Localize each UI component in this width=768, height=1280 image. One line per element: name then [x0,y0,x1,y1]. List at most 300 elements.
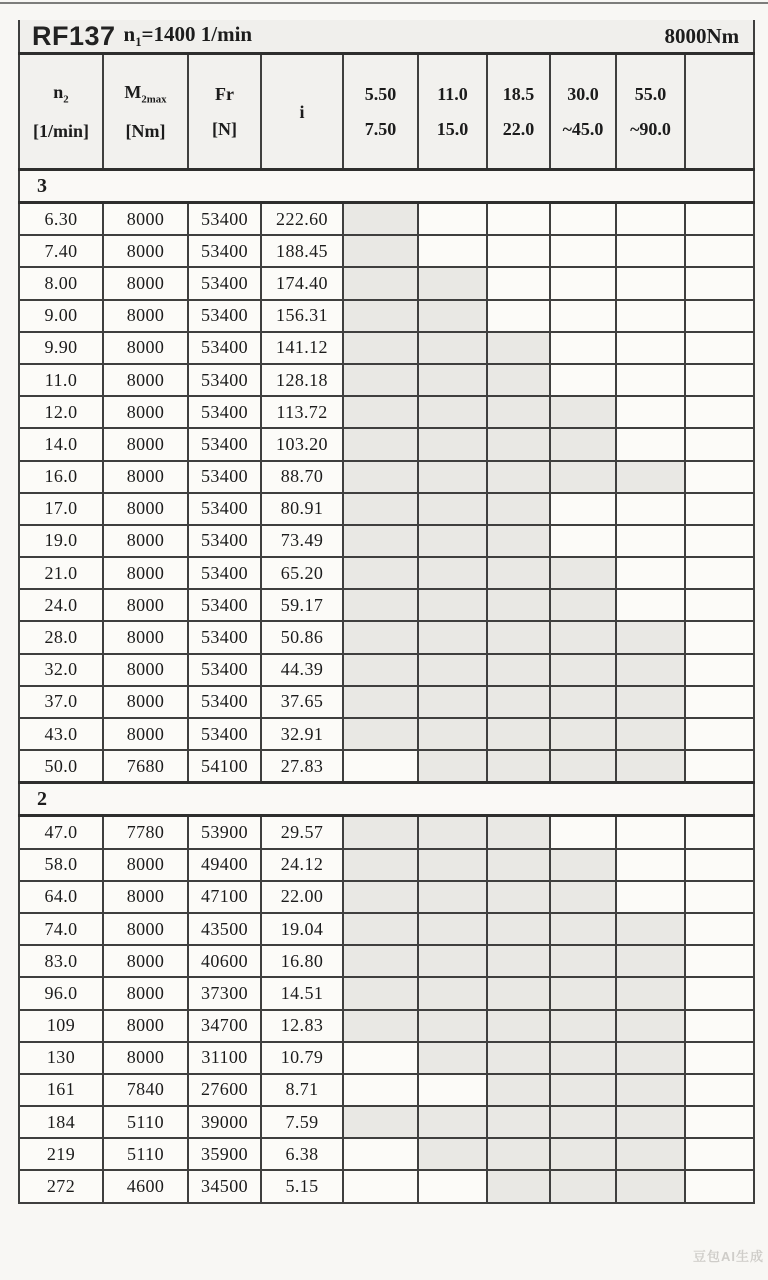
power-range-cell [418,686,487,718]
power-range-cell [685,364,754,396]
power-range-cell [550,881,616,913]
max-torque-cell: 8000 [103,525,188,557]
power-range-cell [550,1074,616,1106]
power-range-cell [418,589,487,621]
output-speed-cell: 17.0 [19,493,103,525]
subscript: 2max [141,93,167,106]
output-speed-cell: 6.30 [19,203,103,236]
power-range-cell [487,1042,550,1074]
power-range-cell [418,750,487,783]
power-range-cell [343,718,418,750]
power-range-cell [616,1010,685,1042]
power-range-cell [343,1010,418,1042]
power-range-cell [487,396,550,428]
table-row [19,686,754,718]
power-range-cell [550,1106,616,1138]
table-row [19,1138,754,1170]
power-range-cell [616,718,685,750]
power-range-cell [616,913,685,945]
power-range-cell [487,881,550,913]
power-range-cell [343,364,418,396]
col-header-power-3: 18.5 22.0 [487,54,550,170]
max-torque-cell: 8000 [103,557,188,589]
radial-force-cell: 53400 [188,654,261,686]
max-torque-cell: 4600 [103,1170,188,1202]
power-range-cell [343,913,418,945]
power-range-cell [343,428,418,460]
max-torque-cell: 8000 [103,267,188,299]
power-range-cell [418,718,487,750]
max-torque-cell: 8000 [103,881,188,913]
power-range-cell [685,267,754,299]
power-range-cell [550,589,616,621]
max-torque-cell: 8000 [103,428,188,460]
output-speed-cell: 16.0 [19,461,103,493]
radial-force-cell: 37300 [188,977,261,1009]
radial-force-cell: 54100 [188,750,261,783]
power-range-cell [550,364,616,396]
ratio-cell: 22.00 [261,881,343,913]
radial-force-cell: 53400 [188,396,261,428]
power-range-cell [550,654,616,686]
power-range-cell [685,428,754,460]
power-range-cell [685,686,754,718]
ratio-cell: 27.83 [261,750,343,783]
output-speed-cell: 219 [19,1138,103,1170]
table-row [19,1106,754,1138]
power-range-cell [550,557,616,589]
power-range-cell [616,1074,685,1106]
power-range-cell [685,396,754,428]
output-speed-cell: 24.0 [19,589,103,621]
radial-force-cell: 53400 [188,235,261,267]
power-range-cell [343,881,418,913]
table-row [19,525,754,557]
ratio-cell: 44.39 [261,654,343,686]
power-range-cell [685,1042,754,1074]
table-row [19,267,754,299]
power-range-cell [616,849,685,881]
power-range-cell [685,654,754,686]
power-range-cell [418,945,487,977]
table-row [19,621,754,653]
power-range-cell [685,1138,754,1170]
power-range-cell [487,1010,550,1042]
power-range-cell [550,718,616,750]
power-range-cell [343,1106,418,1138]
power-range-cell [487,621,550,653]
table-row [19,589,754,621]
power-range-cell [550,396,616,428]
radial-force-cell: 53900 [188,816,261,849]
ratio-cell: 14.51 [261,977,343,1009]
power-range-cell [487,364,550,396]
col-header-ratio: i [261,54,343,170]
radial-force-cell: 53400 [188,300,261,332]
ai-watermark: 豆包AI生成 [692,1249,764,1264]
power-range-cell [616,750,685,783]
power-range-cell [616,493,685,525]
power-range-cell [685,621,754,653]
radial-force-cell: 35900 [188,1138,261,1170]
output-speed-cell: 96.0 [19,977,103,1009]
max-torque-cell: 8000 [103,1010,188,1042]
power-range-cell [616,816,685,849]
output-speed-cell: 8.00 [19,267,103,299]
radial-force-cell: 53400 [188,332,261,364]
gear-stage-section-row [19,783,754,816]
power-range-cell [550,621,616,653]
max-torque-cell: 8000 [103,849,188,881]
power-range-cell [487,654,550,686]
power-range-cell [487,267,550,299]
power-range-cell [685,1010,754,1042]
ratio-cell: 24.12 [261,849,343,881]
radial-force-cell: 49400 [188,849,261,881]
power-range-cell [685,816,754,849]
power-range-cell [550,300,616,332]
table-row [19,816,754,849]
power-range-cell [343,621,418,653]
col-header-max-torque: $M_{2max}$ [Nm] [103,54,188,170]
power-range-cell [685,525,754,557]
output-speed-cell: 9.00 [19,300,103,332]
table-row [19,1170,754,1202]
output-speed-cell: 161 [19,1074,103,1106]
table-row [19,428,754,460]
ratio-cell: 103.20 [261,428,343,460]
power-range-cell [343,557,418,589]
radial-force-cell: 53400 [188,203,261,236]
table-row [19,557,754,589]
table-row [19,913,754,945]
ratio-cell: 6.38 [261,1138,343,1170]
power-range-cell [616,1138,685,1170]
power-range-cell [418,525,487,557]
radial-force-cell: 47100 [188,881,261,913]
power-range-cell [487,1138,550,1170]
table-row [19,881,754,913]
table-row [19,654,754,686]
table-row [19,1042,754,1074]
table-row [19,718,754,750]
power-range-cell [418,428,487,460]
power-range-cell [343,493,418,525]
power-range-cell [418,396,487,428]
power-range-cell [685,461,754,493]
power-range-cell [343,267,418,299]
power-range-cell [550,332,616,364]
radial-force-cell: 53400 [188,621,261,653]
output-speed-cell: 83.0 [19,945,103,977]
power-range-cell [418,203,487,236]
table-title-row [19,20,754,54]
power-range-cell [418,913,487,945]
power-range-cell [487,913,550,945]
power-range-cell [487,945,550,977]
power-range-cell [487,557,550,589]
power-range-cell [343,589,418,621]
power-range-cell [343,849,418,881]
ratio-cell: 37.65 [261,686,343,718]
ratio-cell: 19.04 [261,913,343,945]
max-torque-cell: 8000 [103,300,188,332]
power-range-cell [343,750,418,783]
col-header-power-6 [685,54,754,170]
power-range-cell [685,913,754,945]
output-speed-cell: 21.0 [19,557,103,589]
power-range-cell [550,525,616,557]
power-range-cell [343,396,418,428]
power-range-cell [343,235,418,267]
ratio-cell: 29.57 [261,816,343,849]
power-range-cell [418,654,487,686]
subscript: 2 [63,93,69,106]
table-row [19,849,754,881]
output-speed-cell: 9.90 [19,332,103,364]
power-range-cell [487,203,550,236]
max-torque-cell: 7840 [103,1074,188,1106]
power-range-cell [616,1170,685,1202]
power-range-cell [418,493,487,525]
power-range-cell [616,300,685,332]
power-range-cell [616,461,685,493]
output-speed-cell: 58.0 [19,849,103,881]
max-torque-cell: 7680 [103,750,188,783]
max-torque-cell: 8000 [103,654,188,686]
table-row [19,1010,754,1042]
power-range-cell [418,1138,487,1170]
output-speed-cell: 184 [19,1106,103,1138]
ratio-cell: 50.86 [261,621,343,653]
ratio-cell: 59.17 [261,589,343,621]
ratio-cell: 174.40 [261,267,343,299]
power-range-cell [685,1106,754,1138]
radial-force-cell: 53400 [188,364,261,396]
power-range-cell [418,461,487,493]
table-row [19,1074,754,1106]
power-range-cell [550,203,616,236]
gear-stage-label: 3 [19,170,754,203]
power-range-cell [343,1138,418,1170]
max-torque-cell: 8000 [103,332,188,364]
power-range-cell [685,589,754,621]
power-range-cell [487,977,550,1009]
ratio-cell: 88.70 [261,461,343,493]
radial-force-cell: 53400 [188,718,261,750]
power-range-cell [343,300,418,332]
page-top-rule [0,2,768,4]
power-range-cell [616,654,685,686]
power-range-cell [550,1042,616,1074]
power-range-cell [616,203,685,236]
max-torque-cell: 8000 [103,396,188,428]
table-row [19,945,754,977]
power-range-cell [685,493,754,525]
output-speed-cell: 64.0 [19,881,103,913]
power-range-cell [616,977,685,1009]
ratio-cell: 32.91 [261,718,343,750]
col-header-power-1: 5.50 7.50 [343,54,418,170]
output-speed-cell: 37.0 [19,686,103,718]
radial-force-cell: 53400 [188,525,261,557]
table-row [19,396,754,428]
output-speed-cell: 272 [19,1170,103,1202]
max-torque-cell: 8000 [103,589,188,621]
power-range-cell [685,300,754,332]
power-range-cell [685,718,754,750]
gear-model-code: RF137 [32,20,116,51]
power-range-cell [418,557,487,589]
power-range-cell [616,881,685,913]
ratio-cell: 80.91 [261,493,343,525]
col-header-power-2: 11.0 15.0 [418,54,487,170]
output-speed-cell: 43.0 [19,718,103,750]
ratio-cell: 16.80 [261,945,343,977]
power-range-cell [487,300,550,332]
power-range-cell [418,1074,487,1106]
power-range-cell [343,654,418,686]
radial-force-cell: 40600 [188,945,261,977]
radial-force-cell: 31100 [188,1042,261,1074]
power-range-cell [343,1170,418,1202]
ratio-cell: 5.15 [261,1170,343,1202]
power-range-cell [418,1042,487,1074]
power-range-cell [550,686,616,718]
power-range-cell [685,235,754,267]
power-range-cell [343,461,418,493]
table-row [19,750,754,783]
max-torque-cell: 8000 [103,203,188,236]
power-range-cell [487,461,550,493]
subscript: 1 [135,35,142,50]
max-torque-cell: 8000 [103,461,188,493]
output-speed-cell: 50.0 [19,750,103,783]
col-header-power-4: 30.0 ~45.0 [550,54,616,170]
ratio-cell: 113.72 [261,396,343,428]
table-row [19,300,754,332]
power-range-cell [487,849,550,881]
max-torque-cell: 8000 [103,945,188,977]
power-range-cell [550,235,616,267]
power-range-cell [616,945,685,977]
power-range-cell [418,881,487,913]
output-speed-cell: 109 [19,1010,103,1042]
output-speed-cell: 12.0 [19,396,103,428]
output-speed-cell: 11.0 [19,364,103,396]
ratio-cell: 7.59 [261,1106,343,1138]
col-header-power-5: 55.0 ~90.0 [616,54,685,170]
power-range-cell [616,364,685,396]
power-range-cell [418,300,487,332]
power-range-cell [418,1170,487,1202]
power-range-cell [550,267,616,299]
power-range-cell [616,525,685,557]
title-bar [20,21,753,52]
max-torque-cell: 8000 [103,913,188,945]
power-range-cell [550,1010,616,1042]
power-range-cell [685,557,754,589]
radial-force-cell: 53400 [188,686,261,718]
table-row [19,461,754,493]
power-range-cell [343,686,418,718]
power-range-cell [487,428,550,460]
power-range-cell [343,525,418,557]
col-header-output-speed: $n_2$ [1/min] [19,54,103,170]
power-range-cell [616,235,685,267]
max-torque-cell: 8000 [103,977,188,1009]
radial-force-cell: 53400 [188,461,261,493]
power-range-cell [418,364,487,396]
power-range-cell [487,718,550,750]
max-torque-cell: 8000 [103,364,188,396]
output-speed-cell: 7.40 [19,235,103,267]
power-range-cell [343,1074,418,1106]
power-range-cell [550,493,616,525]
radial-force-cell: 27600 [188,1074,261,1106]
ratio-cell: 65.20 [261,557,343,589]
ratio-cell: 222.60 [261,203,343,236]
power-range-cell [685,1170,754,1202]
power-range-cell [616,686,685,718]
power-range-cell [343,977,418,1009]
ratio-cell: 73.49 [261,525,343,557]
ratio-cell: 8.71 [261,1074,343,1106]
max-torque-cell: 5110 [103,1138,188,1170]
max-torque-cell: 5110 [103,1106,188,1138]
max-torque-cell: 8000 [103,493,188,525]
gear-stage-label: 2 [19,783,754,816]
power-range-cell [685,977,754,1009]
gear-unit-rating-table [18,20,755,1204]
power-range-cell [487,589,550,621]
power-range-cell [418,977,487,1009]
radial-force-cell: 43500 [188,913,261,945]
power-range-cell [550,750,616,783]
power-range-cell [550,1170,616,1202]
power-range-cell [616,621,685,653]
radial-force-cell: 34700 [188,1010,261,1042]
power-range-cell [343,203,418,236]
max-torque-label: 8000Nm [664,23,740,48]
power-range-cell [616,396,685,428]
output-speed-cell: 130 [19,1042,103,1074]
output-speed-cell: 47.0 [19,816,103,849]
power-range-cell [487,750,550,783]
table-row [19,977,754,1009]
power-range-cell [550,428,616,460]
input-speed-label: $n_1=1400$ 1/min [123,21,253,50]
radial-force-cell: 39000 [188,1106,261,1138]
power-range-cell [685,849,754,881]
radial-force-cell: 53400 [188,267,261,299]
power-range-cell [550,816,616,849]
ratio-cell: 156.31 [261,300,343,332]
output-speed-cell: 28.0 [19,621,103,653]
power-range-cell [487,1074,550,1106]
power-range-cell [418,267,487,299]
power-range-cell [616,1042,685,1074]
power-range-cell [418,235,487,267]
power-range-cell [343,332,418,364]
power-range-cell [685,881,754,913]
power-range-cell [550,461,616,493]
power-range-cell [487,525,550,557]
table-row [19,235,754,267]
power-range-cell [487,332,550,364]
max-torque-cell: 8000 [103,686,188,718]
power-range-cell [487,1106,550,1138]
